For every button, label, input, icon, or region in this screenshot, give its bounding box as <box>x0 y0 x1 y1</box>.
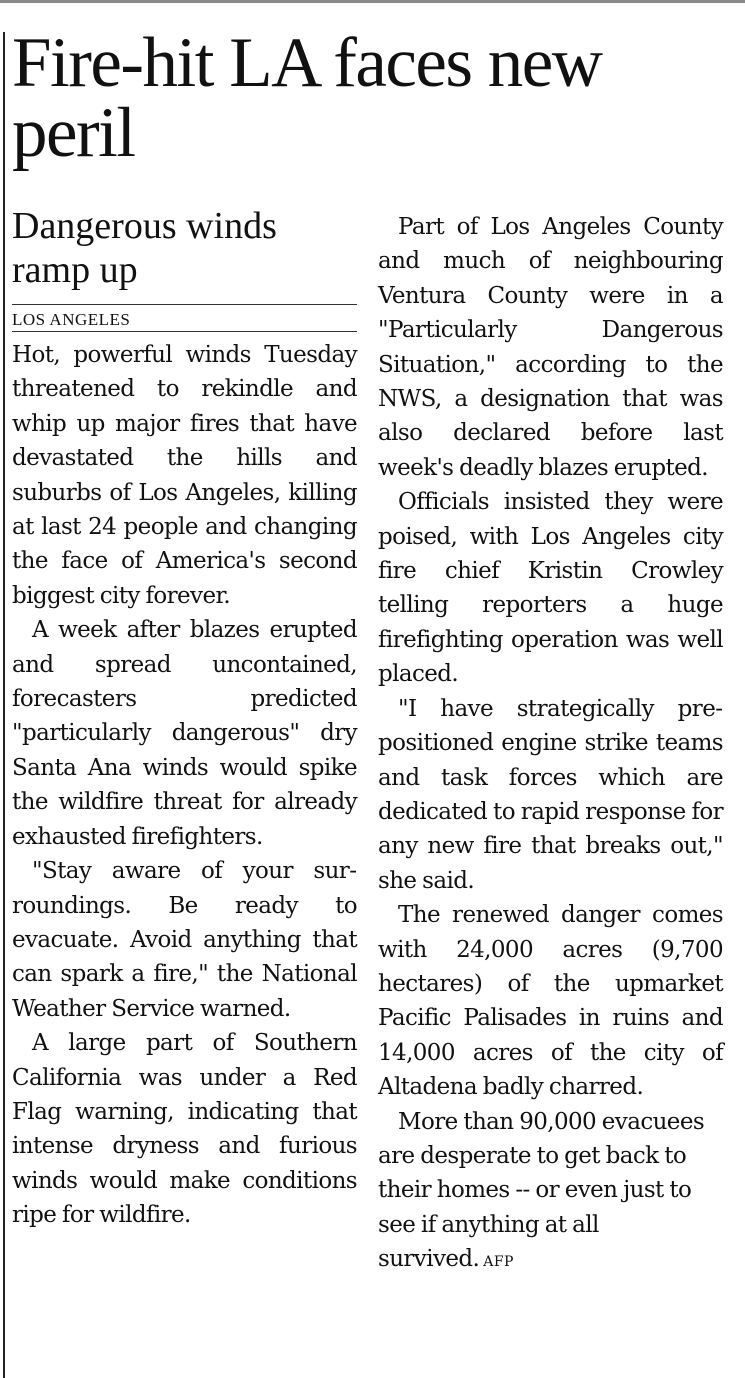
body-paragraph: Officials insisted they were poised, with Los Angeles city fire chief Kristin Crowley telling reporters a huge firefighting operation was well placed. <box>378 489 723 688</box>
byline-credit: AFP <box>483 1254 514 1271</box>
body-paragraph: Part of Los Angeles County and much of neighbouring Ventura County were in a "Particularly Dangerous Situation," according to the NWS, a designation that was also declared before last week's deadly blazes erupted. <box>378 214 723 481</box>
body-paragraph: The renewed danger comes with 24,000 acres (9,700 hectares) of the upmarket Pacific Palisades in ruins and 14,000 acres of the city of Altadena badly charred. <box>378 902 723 1101</box>
top-rule <box>0 0 745 3</box>
left-column-rule <box>3 32 5 1378</box>
last-paragraph-text: More than 90,000 evacuees are desperate to get back to their homes -- or even just to see if anything at all survived. <box>378 1108 705 1273</box>
headline: Fire-hit LA faces new peril <box>12 24 602 172</box>
body-paragraph: A large part of Southern California was under a Red Flag warning, indicating that intense dryness and furious winds would make conditions ripe for wildfire. <box>12 1030 357 1229</box>
subheadline: Dangerous winds ramp up <box>12 205 277 291</box>
left-column <box>12 204 357 1233</box>
dateline: LOS ANGELES <box>12 310 131 329</box>
body-paragraph: Hot, powerful winds Tuesday threatened to rekindle and whip up major fires that have devastated the hills and suburbs of Los Angeles, killing at last 24 people and changing the face of America's second biggest city forever. <box>12 342 357 609</box>
body-paragraph: "I have strategically prepositioned engine strike teams and task forces which are dedicated to rapid response for any new fire that breaks out," she said. <box>378 695 723 894</box>
body-paragraph: A week after blazes erupted and spread uncontained, forecasters predicted "particularly dangerous" dry Santa Ana winds would spike the wildfire threat for already exhausted firefighters. <box>12 617 357 850</box>
body-paragraph: "Stay aware of your surroundings. Be ready to evacuate. Avoid anything that can spark a fire," the National Weather Service warned. <box>12 858 357 1022</box>
right-column <box>378 210 723 1280</box>
body-paragraph-last <box>378 1105 723 1280</box>
dateline-rule-bottom <box>12 331 357 332</box>
